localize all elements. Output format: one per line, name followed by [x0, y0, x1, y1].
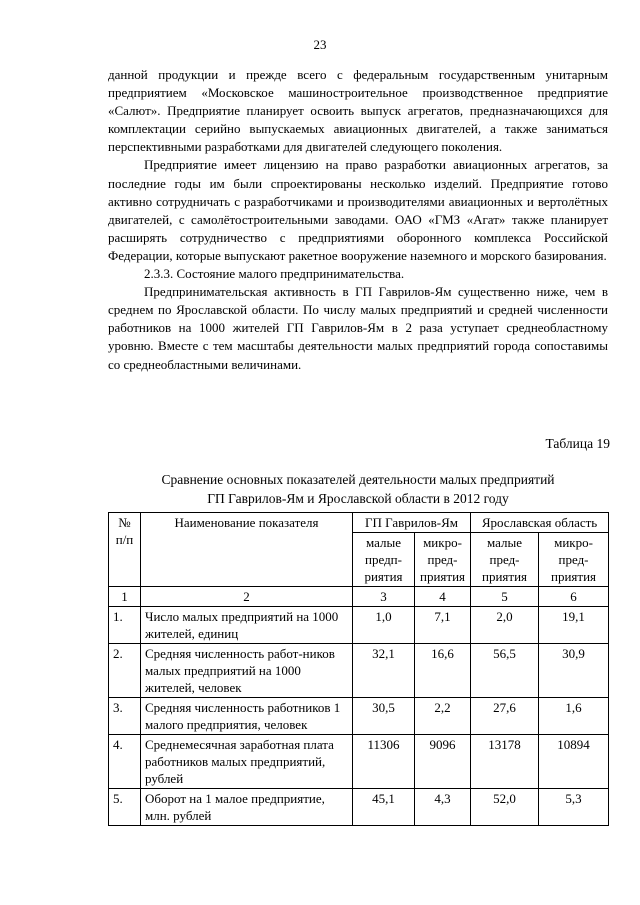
- row-name: Число малых предприятий на 1000 жителей, единиц: [141, 607, 353, 644]
- header-group-yaroslavl-region: Ярославская область: [471, 513, 609, 533]
- row-value: 9096: [415, 735, 471, 789]
- row-value: 52,0: [471, 789, 539, 826]
- column-numbers-row: [109, 587, 609, 607]
- col-number: 6: [539, 587, 609, 607]
- section-heading: 2.3.3. Состояние малого предпринимательства.: [144, 266, 405, 282]
- paragraph-1: данной продукции и прежде всего с федеральным государственным унитарным предприятием «Московское машиностроительное производственное предприятие «Салют». Предприятие планирует освоить выпуск агрегатов, предназначающихся для комплектации серийно выпускаемых авиационных двигателей, а также заниматься перспективными разработками для двигателей следующего поколения.: [108, 67, 608, 155]
- paragraph-3: Предпринимательская активность в ГП Гаврилов-Ям существенно ниже, чем в среднем по Ярославской области. По числу малых предприятий и средней численности работников на 1000 жителей ГП Гаврилов-Ям в 2 раза уступает среднеобластному уровню. Вместе с тем масштабы деятельности малых предприятий города сопоставимы со среднеобластными величинами.: [108, 284, 608, 372]
- header-sub-micro-1: микро-пред-приятия: [415, 533, 471, 587]
- header-name: Наименование показателя: [141, 513, 353, 587]
- table-caption-line-1: Сравнение основных показателей деятельности малых предприятий: [161, 472, 555, 487]
- table-caption: [108, 470, 608, 508]
- row-num: 4.: [109, 735, 141, 789]
- row-value: 13178: [471, 735, 539, 789]
- row-value: 56,5: [471, 644, 539, 698]
- table-row: [109, 607, 609, 644]
- row-value: 32,1: [353, 644, 415, 698]
- row-value: 19,1: [539, 607, 609, 644]
- col-number: 4: [415, 587, 471, 607]
- row-value: 1,0: [353, 607, 415, 644]
- table-row: [109, 735, 609, 789]
- row-num: 1.: [109, 607, 141, 644]
- row-value: 4,3: [415, 789, 471, 826]
- table-caption-line-2: ГП Гаврилов-Ям и Ярославской области в 2012 году: [207, 491, 509, 506]
- row-value: 16,6: [415, 644, 471, 698]
- table-row: [109, 698, 609, 735]
- row-value: 10894: [539, 735, 609, 789]
- row-value: 45,1: [353, 789, 415, 826]
- comparison-table: [108, 512, 609, 826]
- row-value: 2,0: [471, 607, 539, 644]
- paragraph-2: Предприятие имеет лицензию на право разработки авиационных агрегатов, за последние годы им были спроектированы несколько изделий. Предприятие готово активно сотрудничать с разработчиками и производителями авиационных и вертолётных двигателей, с самолётостроительными заводами. ОАО «ГМЗ «Агат» также планирует расширять сотрудничество с предприятиями оборонного комплекса Российской Федерации, которые выпускают ракетное вооружение наземного и морского базирования.: [108, 157, 608, 263]
- header-sub-micro-2: микро-пред-приятия: [539, 533, 609, 587]
- table-label: Таблица 19: [545, 436, 610, 451]
- col-number: 5: [471, 587, 539, 607]
- page-number: 23: [313, 37, 327, 52]
- row-value: 11306: [353, 735, 415, 789]
- table-row: [109, 644, 609, 698]
- header-sub-small-1: малые предп-риятия: [353, 533, 415, 587]
- row-num: 3.: [109, 698, 141, 735]
- col-number: 3: [353, 587, 415, 607]
- row-value: 30,5: [353, 698, 415, 735]
- row-name: Среднемесячная заработная плата работников малых предприятий, рублей: [141, 735, 353, 789]
- col-number: 1: [109, 587, 141, 607]
- row-name: Оборот на 1 малое предприятие, млн. рублей: [141, 789, 353, 826]
- col-number: 2: [141, 587, 353, 607]
- row-value: 7,1: [415, 607, 471, 644]
- body-text: [108, 66, 608, 374]
- row-num: 5.: [109, 789, 141, 826]
- row-value: 5,3: [539, 789, 609, 826]
- row-name: Средняя численность работников 1 малого предприятия, человек: [141, 698, 353, 735]
- row-value: 30,9: [539, 644, 609, 698]
- header-num: № п/п: [109, 513, 141, 587]
- row-name: Средняя численность работ-ников малых предприятий на 1000 жителей, человек: [141, 644, 353, 698]
- table-row: [109, 789, 609, 826]
- header-group-gavrilov-yam: ГП Гаврилов-Ям: [353, 513, 471, 533]
- row-value: 1,6: [539, 698, 609, 735]
- row-num: 2.: [109, 644, 141, 698]
- header-sub-small-2: малые пред-приятия: [471, 533, 539, 587]
- row-value: 27,6: [471, 698, 539, 735]
- row-value: 2,2: [415, 698, 471, 735]
- table-header-row: [109, 513, 609, 533]
